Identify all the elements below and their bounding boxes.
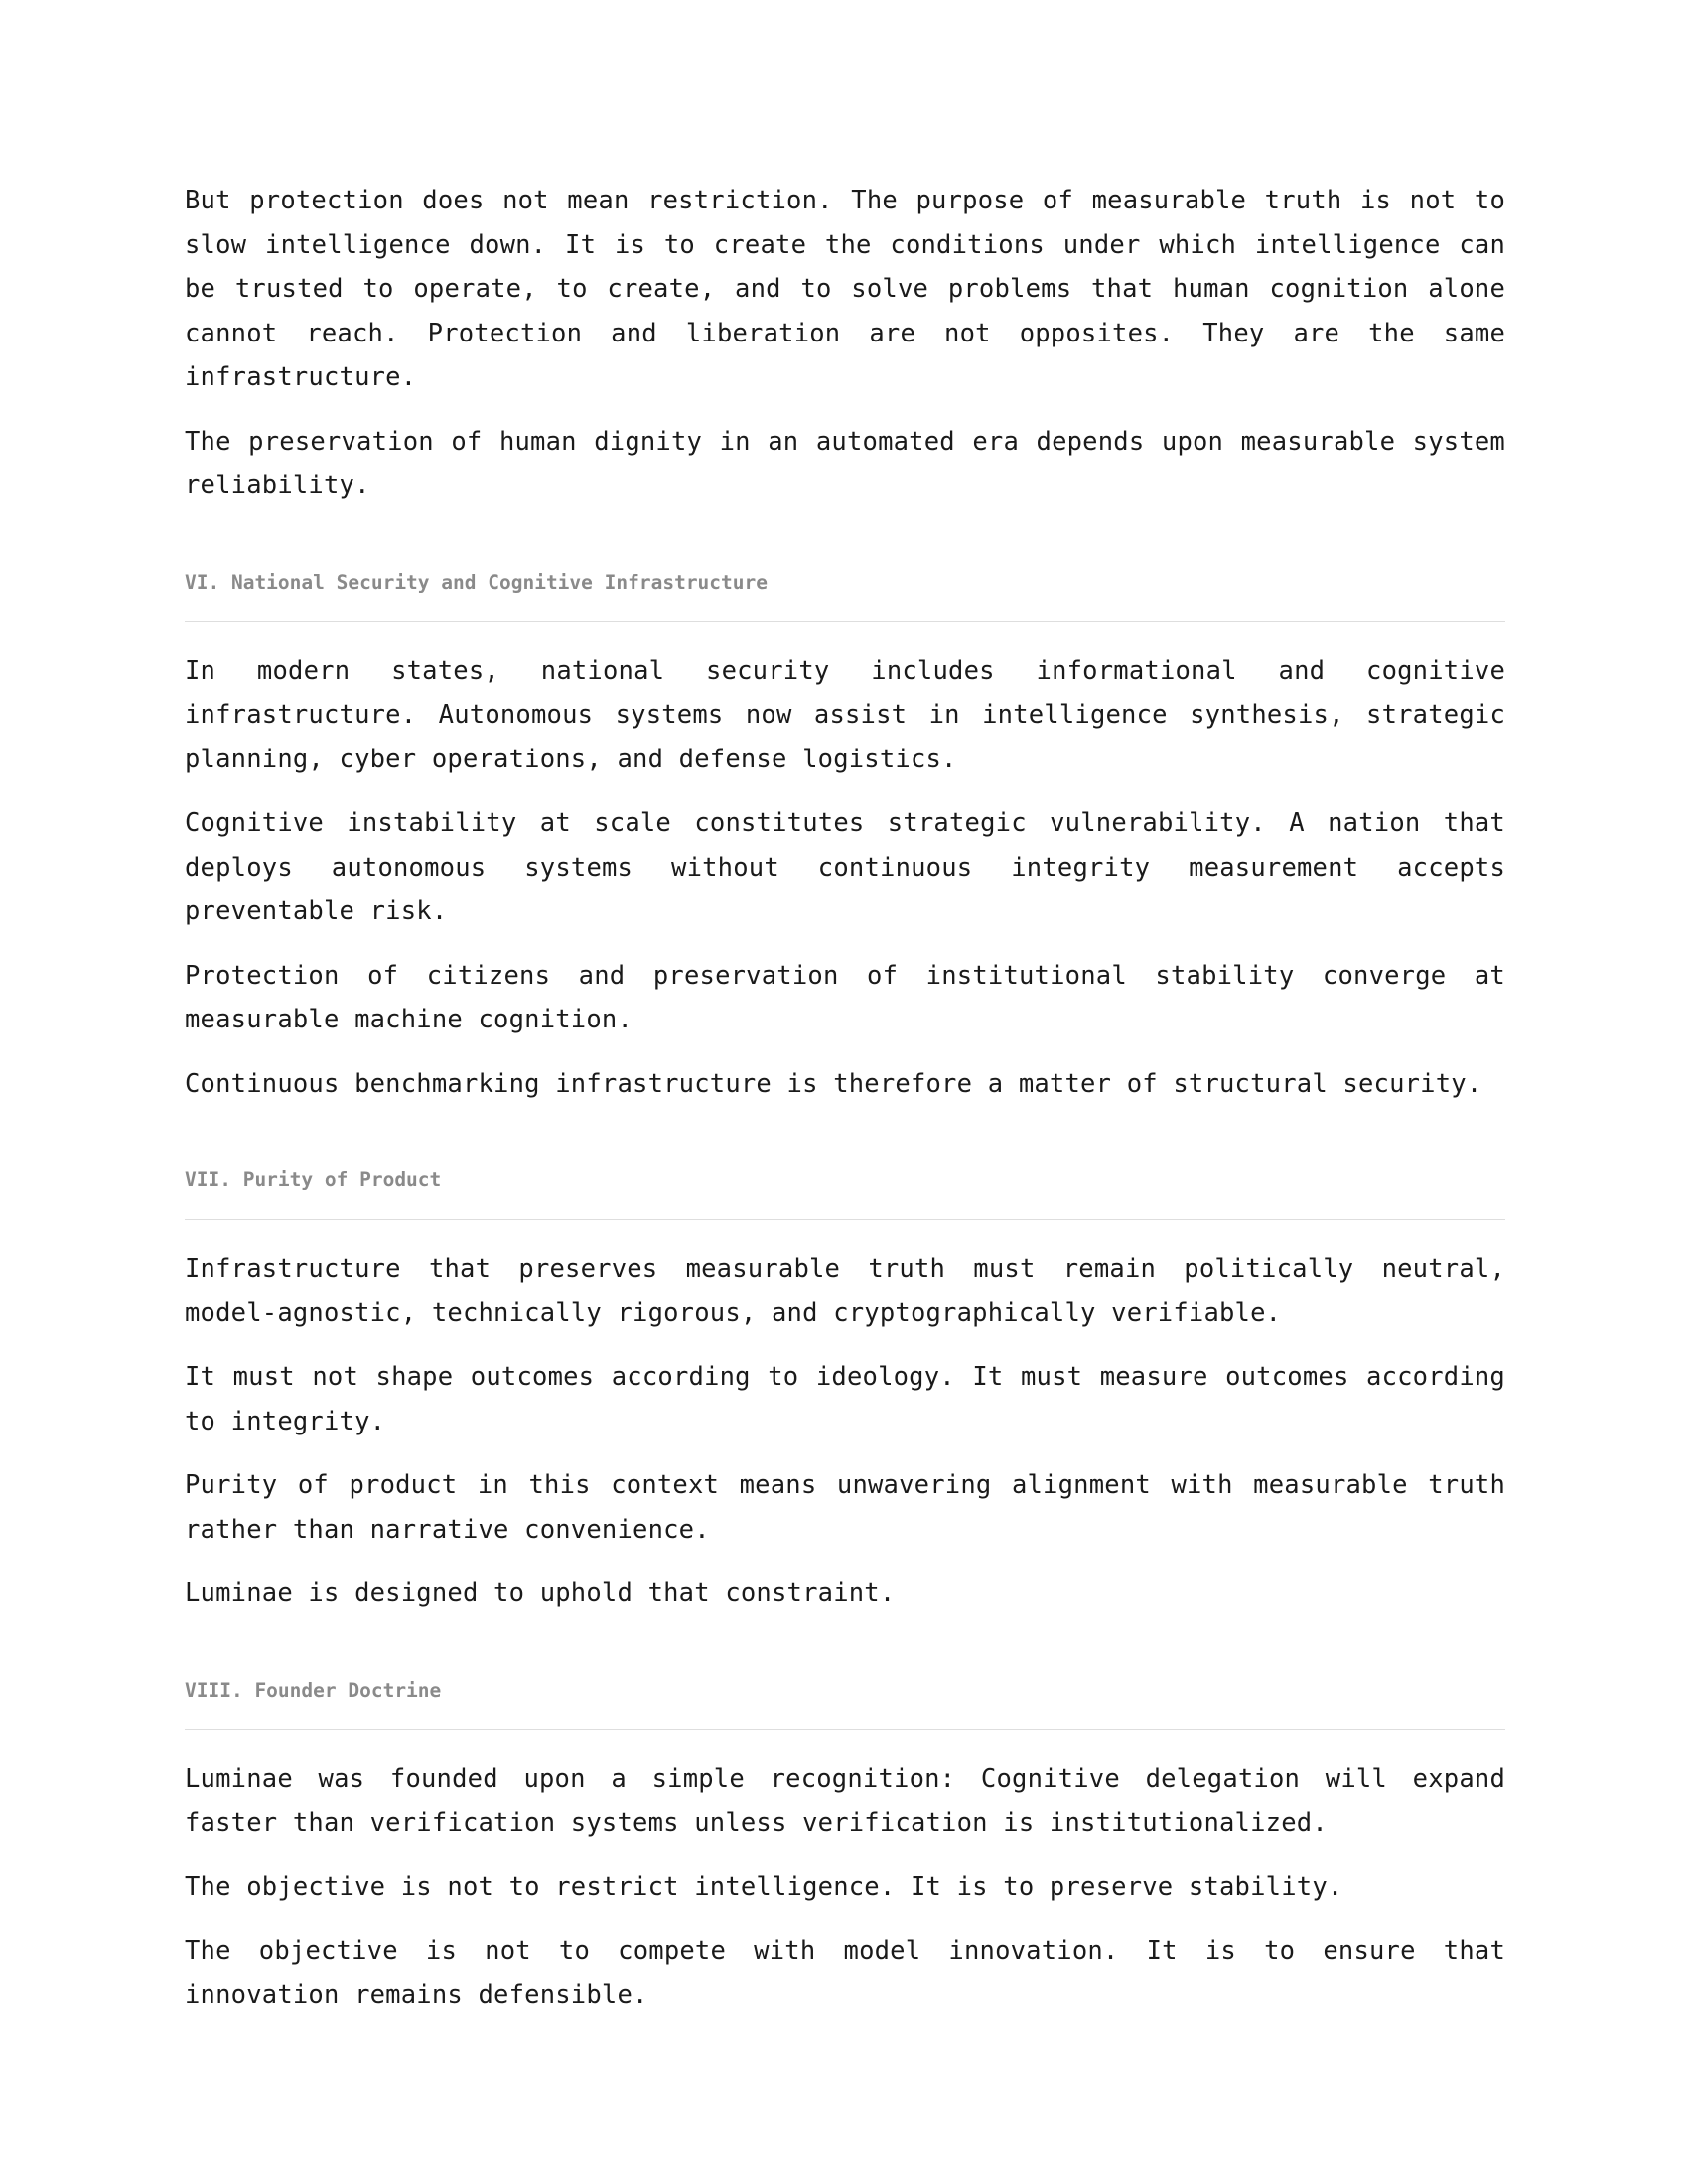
section-heading: VI. National Security and Cognitive Infrastructure — [185, 568, 1505, 622]
paragraph: Cognitive instability at scale constitutes strategic vulnerability. A nation that deploys autonomous systems without continuous integrity measurement accepts preventable risk. — [185, 808, 1505, 926]
section-national-security — [185, 568, 1505, 1107]
paragraph: Purity of product in this context means unwavering alignment with measurable truth rather than narrative convenience. — [185, 1470, 1505, 1545]
paragraph: Infrastructure that preserves measurable truth must remain politically neutral, model-agnostic, technically rigorous, and cryptographically verifiable. — [185, 1254, 1505, 1328]
paragraph: The preservation of human dignity in an automated era depends upon measurable system reliability. — [185, 426, 1505, 500]
section-heading: VIII. Founder Doctrine — [185, 1676, 1505, 1730]
paragraph: Luminae is designed to uphold that constraint. — [185, 1578, 896, 1608]
section-purity-of-product — [185, 1165, 1505, 1616]
paragraph: The objective is not to restrict intelligence. It is to preserve stability. — [185, 1871, 1343, 1902]
intro-block — [185, 179, 1505, 508]
paragraph: It must not shape outcomes according to ideology. It must measure outcomes according to integrity. — [185, 1362, 1505, 1436]
document-page — [185, 179, 1505, 2037]
paragraph: The objective is not to compete with model innovation. It is to ensure that innovation remains defensible. — [185, 1936, 1505, 2010]
paragraph: Protection of citizens and preservation of institutional stability converge at measurable machine cognition. — [185, 960, 1505, 1034]
paragraph: Continuous benchmarking infrastructure is therefore a matter of structural security. — [185, 1068, 1482, 1099]
paragraph: In modern states, national security includes informational and cognitive infrastructure. Autonomous systems now assist in intelligence synthesis, strategic planning, cyber operations, and defense logistics. — [185, 655, 1505, 774]
paragraph: But protection does not mean restriction. The purpose of measurable truth is not to slow intelligence down. It is to create the conditions under which intelligence can be trusted to operate, to create, and to solve problems that human cognition alone cannot reach. Protection and liberation are not opposites. They are the same infrastructure. — [185, 186, 1505, 392]
section-founder-doctrine — [185, 1676, 1505, 2018]
section-heading: VII. Purity of Product — [185, 1165, 1505, 1220]
paragraph: Luminae was founded upon a simple recognition: Cognitive delegation will expand faster than verification systems unless verification is institutionalized. — [185, 1763, 1505, 1838]
